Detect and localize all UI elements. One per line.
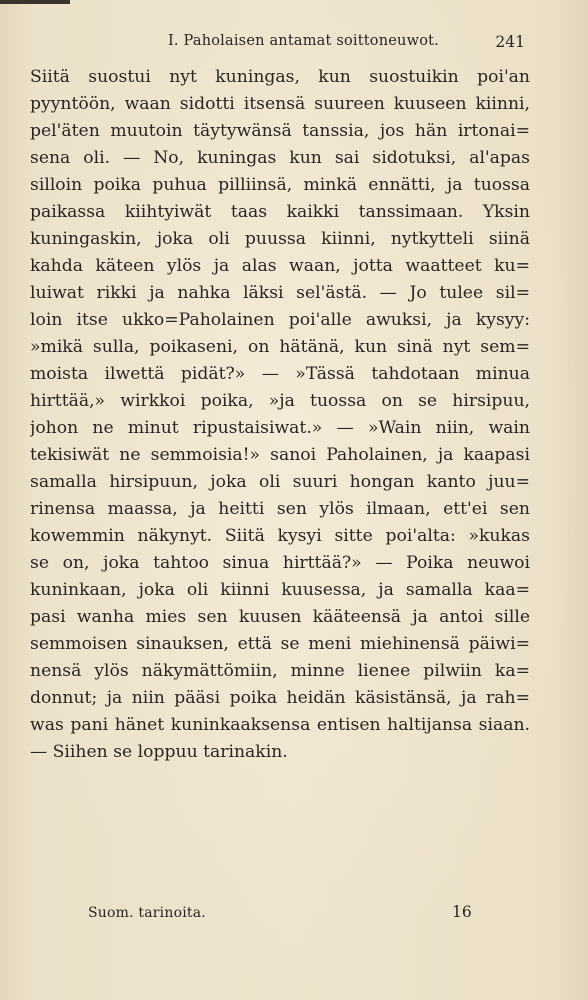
text-line: was pani hänet kuninkaaksensa entisen haltijansa siaan.	[30, 715, 530, 735]
text-line: luiwat rikki ja nahka läksi sel'ästä. — Jo tulee sil=	[30, 283, 530, 303]
text-line: »mikä sulla, poikaseni, on hätänä, kun sinä nyt sem=	[30, 337, 530, 357]
text-line: silloin poika puhua pilliinsä, minkä ennätti, ja tuossa	[30, 175, 530, 195]
text-line: hirttää,» wirkkoi poika, »ja tuossa on se hirsipuu,	[30, 391, 530, 411]
page-number: 241	[495, 33, 525, 51]
text-line: moista ilwettä pidät?» — »Tässä tahdotaan minua	[30, 364, 530, 384]
text-line: Siitä suostui nyt kuningas, kun suostuikin poi'an	[30, 67, 530, 87]
text-line: rinensa maassa, ja heitti sen ylös ilmaan, ett'ei sen	[30, 499, 530, 519]
body-text	[30, 64, 530, 766]
text-line: tekisiwät ne semmoisia!» sanoi Paholainen, ja kaapasi	[30, 445, 530, 465]
text-line: sena oli. — No, kuningas kun sai sidotuksi, al'apas	[30, 148, 530, 168]
page-edge-shadow	[0, 0, 70, 4]
text-line: nensä ylös näkymättömiin, minne lienee pilwiin ka=	[30, 661, 530, 681]
footer-book-title: Suom. tarinoita.	[88, 905, 206, 921]
text-line: kuninkaan, joka oli kiinni kuusessa, ja samalla kaa=	[30, 580, 530, 600]
text-line: kahda käteen ylös ja alas waan, jotta waatteet ku=	[30, 256, 530, 276]
text-line: pel'äten muutoin täytywänsä tanssia, jos hän irtonai=	[30, 121, 530, 141]
text-line: kuningaskin, joka oli puussa kiinni, nytkytteli siinä	[30, 229, 530, 249]
text-line: pasi wanha mies sen kuusen kääteensä ja antoi sille	[30, 607, 530, 627]
text-line: donnut; ja niin pääsi poika heidän käsistänsä, ja rah=	[30, 688, 530, 708]
running-head: I. Paholaisen antamat soittoneuwot.	[168, 33, 439, 49]
text-line: pyyntöön, waan sidotti itsensä suureen kuuseen kiinni,	[30, 94, 530, 114]
text-line: semmoisen sinauksen, että se meni miehinensä päiwi=	[30, 634, 530, 654]
text-line: johon ne minut ripustaisiwat.» — »Wain niin, wain	[30, 418, 530, 438]
text-line: se on, joka tahtoo sinua hirttää?» — Poika neuwoi	[30, 553, 530, 573]
text-line: samalla hirsipuun, joka oli suuri hongan kanto juu=	[30, 472, 530, 492]
signature-mark: 16	[452, 903, 472, 921]
text-line: loin itse ukko=Paholainen poi'alle awuksi, ja kysyy:	[30, 310, 530, 330]
text-line: — Siihen se loppuu tarinakin.	[30, 742, 288, 762]
text-line: paikassa kiihtyiwät taas kaikki tanssimaan. Yksin	[30, 202, 530, 222]
text-line: kowemmin näkynyt. Siitä kysyi sitte poi'alta: »kukas	[30, 526, 530, 546]
